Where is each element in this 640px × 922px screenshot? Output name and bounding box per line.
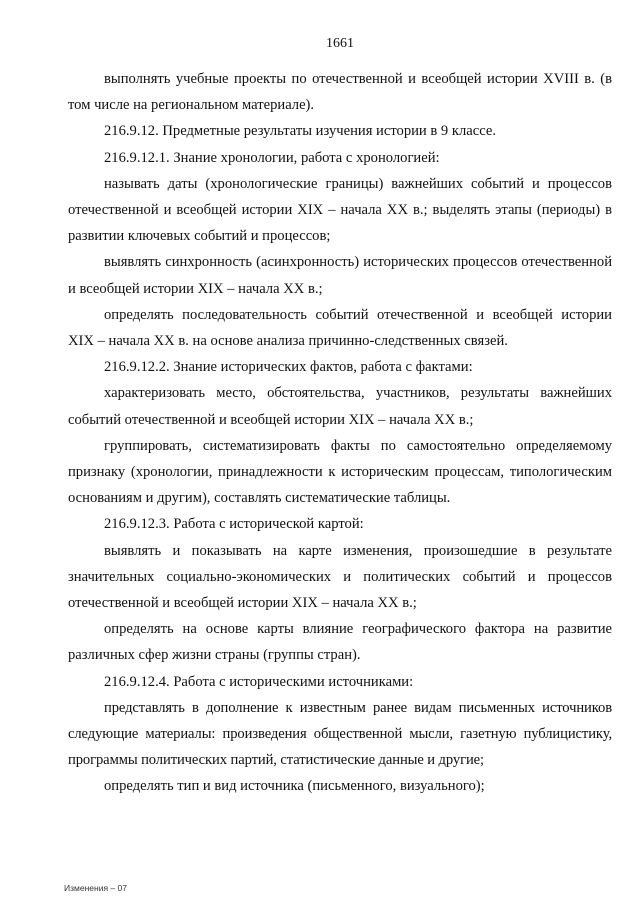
paragraph-4: называть даты (хронологические границы) важнейших событий и процессов отечественной и всеобщей истории XIX – начала XX в.; выделять этапы (периоды) в развитии ключевых событий и процессов;: [68, 175, 612, 245]
paragraph-5: выявлять синхронность (асинхронность) исторических процессов отечественной и всеобщей истории XIX – начала XX в.;: [68, 254, 612, 297]
paragraph-6: определять последовательность событий отечественной и всеобщей истории XIX – начала XX в. на основе анализа причинно-следственных связей.: [68, 306, 612, 350]
paragraph-13: 216.9.12.4. Работа с историческими источниками:: [104, 673, 414, 690]
footer-revision-note: Изменения – 07: [64, 883, 127, 893]
paragraph-1: выполнять учебные проекты по отечественной и всеобщей истории XVIII в. (в том числе на региональном материале).: [68, 71, 612, 114]
page-body: [68, 66, 612, 800]
paragraph-2: 216.9.12. Предметные результаты изучения истории в 9 классе.: [104, 123, 496, 140]
paragraph-15: определять тип и вид источника (письменного, визуального);: [104, 778, 485, 795]
paragraph-3: 216.9.12.1. Знание хронологии, работа с хронологией:: [104, 149, 440, 166]
paragraph-12: определять на основе карты влияние географического фактора на развитие различных сфер жизни страны (группы стран).: [68, 621, 612, 664]
paragraph-9: группировать, систематизировать факты по самостоятельно определяемому признаку (хронологии, принадлежности к историческим процессам, типологическим основаниям и другим), составлять систематические таблицы.: [68, 437, 612, 507]
paragraph-14: представлять в дополнение к известным ранее видам письменных источников следующие материалы: произведения общественной мысли, газетную публицистику, программы политических партий, статистические данные и другие;: [68, 699, 612, 769]
paragraph-10: 216.9.12.3. Работа с исторической картой:: [104, 516, 364, 533]
paragraph-8: характеризовать место, обстоятельства, участников, результаты важнейших событий отечественной и всеобщей истории XIX – начала XX в.;: [68, 385, 612, 428]
paragraph-7: 216.9.12.2. Знание исторических фактов, работа с фактами:: [104, 359, 473, 376]
paragraph-11: выявлять и показывать на карте изменения, произошедшие в результате значительных социально-экономических и политических событий и процессов отечественной и всеобщей истории XIX – начала XX в.;: [68, 542, 612, 612]
page-number: 1661: [326, 36, 354, 51]
